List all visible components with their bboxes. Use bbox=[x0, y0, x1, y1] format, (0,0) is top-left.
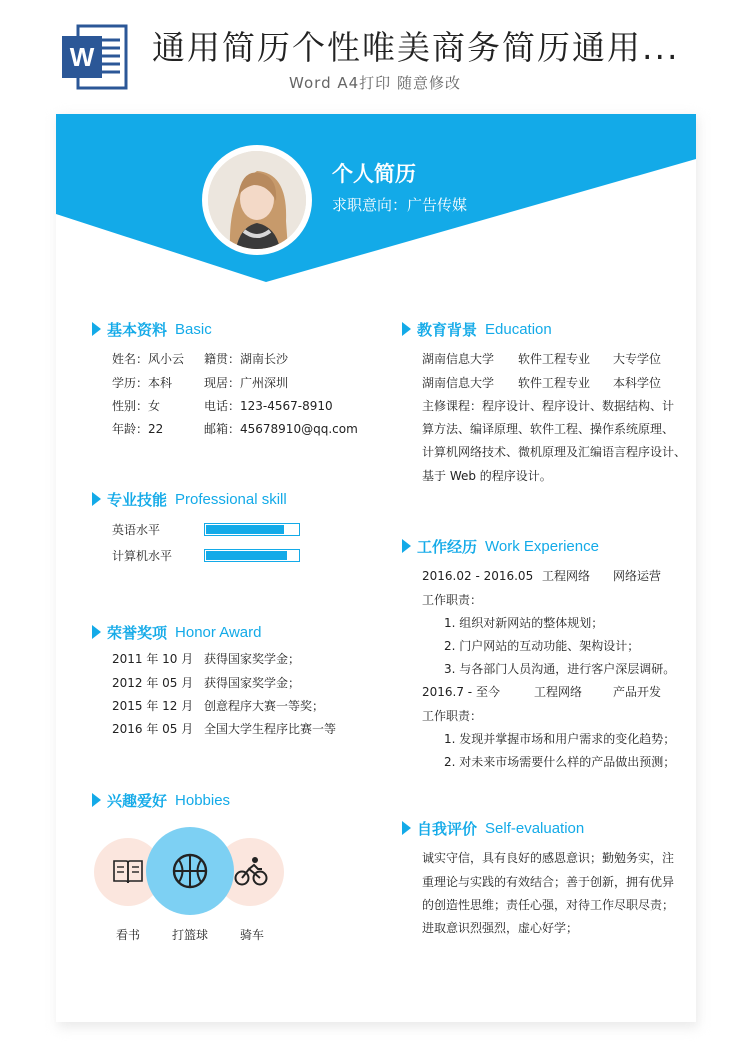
svg-text:W: W bbox=[69, 42, 95, 72]
section-title: 专业技能 bbox=[107, 490, 168, 509]
honor-desc: 获得国家奖学金； bbox=[204, 652, 301, 666]
skill-bar bbox=[204, 549, 300, 562]
job-position: 网络运营 bbox=[613, 569, 662, 583]
self-eval-line: 重理论与实践的有效结合；善于创新，拥有优异 bbox=[422, 875, 675, 889]
section-title: 基本资料 bbox=[107, 320, 168, 339]
section-marker-icon bbox=[402, 821, 411, 835]
document-title: 通用简历个性唯美商务简历通用... bbox=[152, 28, 680, 67]
section-title: 荣誉奖项 bbox=[107, 623, 168, 642]
section-title: 工作经历 bbox=[417, 537, 478, 556]
job-period: 2016.02 - 2016.05 bbox=[422, 569, 534, 583]
section-marker-icon bbox=[92, 492, 101, 506]
section-title-en: Honor Award bbox=[175, 623, 262, 641]
section-title-en: Basic bbox=[175, 320, 212, 338]
basic-phone: 电话：123-4567-8910 bbox=[204, 399, 333, 413]
section-education-header bbox=[402, 319, 552, 339]
section-title-en: Hobbies bbox=[175, 791, 231, 809]
section-marker-icon bbox=[92, 625, 101, 639]
skill-bar bbox=[204, 523, 300, 536]
section-title: 兴趣爱好 bbox=[107, 791, 168, 810]
honor-desc: 全国大学生程序比赛一等 bbox=[204, 722, 337, 736]
basic-residence: 现居：广州深圳 bbox=[204, 376, 289, 390]
section-hobbies-header bbox=[92, 790, 230, 810]
section-title-en: Professional skill bbox=[175, 490, 287, 508]
self-eval-line: 的创造性思维；责任心强，对待工作尽职尽责； bbox=[422, 898, 675, 912]
section-marker-icon bbox=[92, 793, 101, 807]
job-duty-label: 工作职责： bbox=[422, 593, 483, 607]
honor-date: 2012 年 05 月 bbox=[112, 676, 194, 690]
skill-label: 英语水平 bbox=[112, 523, 161, 537]
basic-origin: 籍贯：湖南长沙 bbox=[204, 352, 289, 366]
job-duty: 2. 对未来市场需要什么样的产品做出预测； bbox=[444, 755, 676, 769]
job-company: 工程网络 bbox=[534, 685, 583, 699]
education-major: 软件工程专业 bbox=[518, 376, 591, 390]
document-header bbox=[0, 0, 750, 110]
section-self-eval-header bbox=[402, 818, 584, 838]
section-title-en: Self-evaluation bbox=[485, 819, 585, 837]
honor-date: 2015 年 12 月 bbox=[112, 699, 194, 713]
education-school: 湖南信息大学 bbox=[422, 352, 495, 366]
education-major: 软件工程专业 bbox=[518, 352, 591, 366]
honor-date: 2011 年 10 月 bbox=[112, 652, 194, 666]
honor-desc: 获得国家奖学金； bbox=[204, 676, 301, 690]
resume-page bbox=[56, 114, 696, 1022]
document-subtitle: Word A4打印 随意修改 bbox=[289, 74, 461, 92]
job-duty: 2. 门户网站的互动功能、架构设计； bbox=[444, 639, 640, 653]
section-title: 自我评价 bbox=[417, 819, 478, 838]
section-title-en: Work Experience bbox=[485, 537, 599, 555]
education-school: 湖南信息大学 bbox=[422, 376, 495, 390]
skill-fill bbox=[206, 551, 287, 560]
cycling-icon bbox=[234, 856, 268, 890]
honor-desc: 创意程序大赛一等奖； bbox=[204, 699, 325, 713]
hobby-label: 打篮球 bbox=[171, 928, 208, 942]
job-duty-label: 工作职责： bbox=[422, 709, 483, 723]
section-honors-header bbox=[92, 622, 261, 642]
education-courses-line: 主修课程：程序设计、程序设计、数据结构、计 bbox=[422, 399, 675, 413]
basic-email: 邮箱：45678910@qq.com bbox=[204, 422, 358, 436]
basic-education: 学历：本科 bbox=[112, 376, 173, 390]
hobby-label: 看书 bbox=[115, 928, 140, 942]
job-objective: 求职意向：广告传媒 bbox=[332, 196, 468, 214]
job-duty: 1. 发现并掌握市场和用户需求的变化趋势； bbox=[444, 732, 676, 746]
basic-name: 姓名：风小云 bbox=[112, 352, 185, 366]
section-skills-header bbox=[92, 489, 287, 509]
avatar bbox=[208, 151, 306, 249]
basic-age: 年龄：22 bbox=[112, 422, 164, 436]
job-period: 2016.7 - 至今 bbox=[422, 685, 500, 699]
education-degree: 本科学位 bbox=[613, 376, 662, 390]
section-title-en: Education bbox=[485, 320, 552, 338]
skill-fill bbox=[206, 525, 284, 534]
job-company: 工程网络 bbox=[542, 569, 591, 583]
hobby-label: 骑车 bbox=[239, 928, 264, 942]
basic-gender: 性别：女 bbox=[112, 399, 161, 413]
self-eval-line: 进取意识烈强烈，虚心好学； bbox=[422, 921, 579, 935]
education-courses-line: 计算机网络技术、微机原理及汇编语言程序设计、 bbox=[422, 445, 687, 459]
section-work-header bbox=[402, 536, 599, 556]
education-courses-line: 基于 Web 的程序设计。 bbox=[422, 469, 552, 483]
self-eval-line: 诚实守信，具有良好的感恩意识；勤勉务实，注 bbox=[422, 851, 675, 865]
honor-date: 2016 年 05 月 bbox=[112, 722, 194, 736]
job-duty: 1. 组织对新网站的整体规划； bbox=[444, 616, 604, 630]
education-degree: 大专学位 bbox=[613, 352, 662, 366]
section-basic-header bbox=[92, 319, 212, 339]
job-position: 产品开发 bbox=[613, 685, 662, 699]
skill-label: 计算机水平 bbox=[112, 549, 173, 563]
resume-title: 个人简历 bbox=[332, 162, 416, 186]
book-icon bbox=[112, 857, 144, 889]
basketball-icon bbox=[172, 853, 208, 893]
section-marker-icon bbox=[92, 322, 101, 336]
section-marker-icon bbox=[402, 539, 411, 553]
job-duty: 3. 与各部门人员沟通，进行客户深层调研。 bbox=[444, 662, 676, 676]
education-courses-line: 算方法、编译原理、软件工程、操作系统原理、 bbox=[422, 422, 675, 436]
section-title: 教育背景 bbox=[417, 320, 478, 339]
section-marker-icon bbox=[402, 322, 411, 336]
